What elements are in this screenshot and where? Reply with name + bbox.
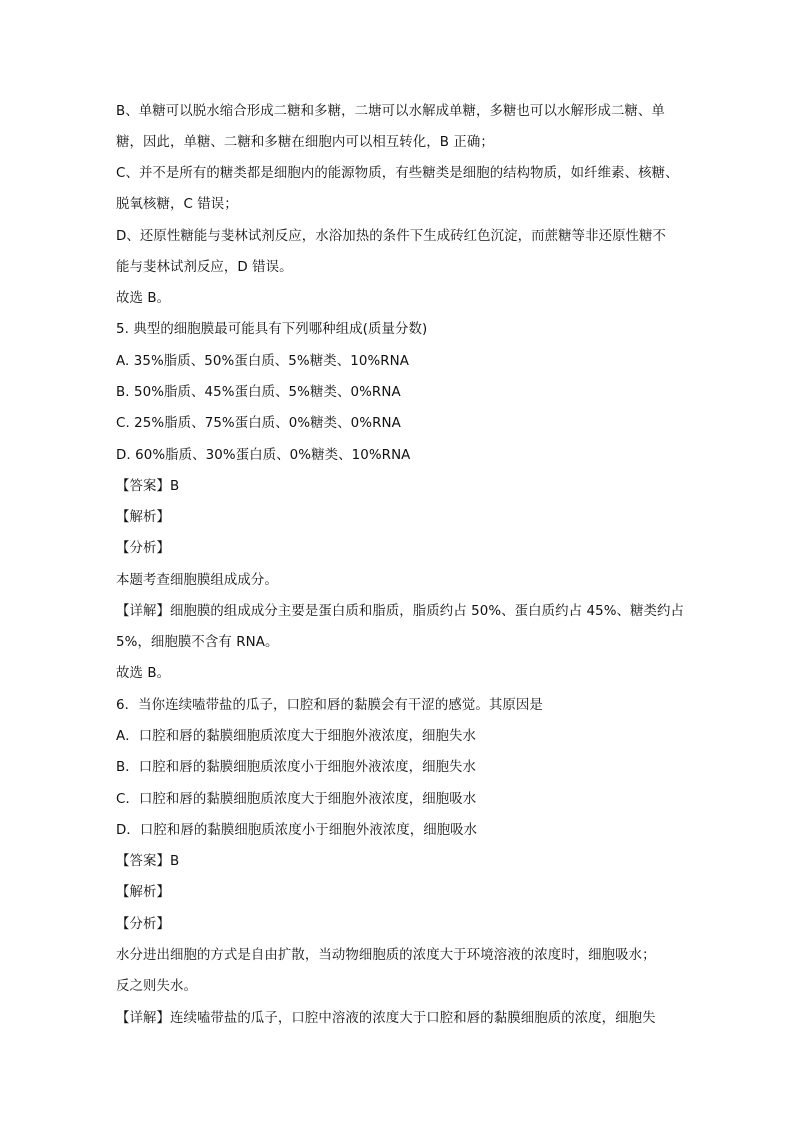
q6-analysis-text: 水分进出细胞的方式是自由扩散，当动物细胞质的浓度大于环境溶液的浓度时，细胞吸水；	[116, 948, 656, 963]
q6-detail: 【详解】连续嗑带盐的瓜子，口腔中溶液的浓度大于口腔和唇的黏膜细胞质的浓度，细胞失	[116, 1011, 656, 1026]
q6-option-d: D．口腔和唇的黏膜细胞质浓度小于细胞外液浓度，细胞吸水	[116, 823, 478, 838]
q6-analysis-text-cont: 反之则失水。	[116, 979, 197, 994]
answer-choice-q5: 故选 B。	[116, 666, 171, 681]
option-d-explanation-cont: 能与斐林试剂反应，D 错误。	[116, 260, 293, 275]
q6-option-c: C．口腔和唇的黏膜细胞质浓度大于细胞外液浓度，细胞吸水	[116, 792, 477, 807]
question-6: 6．当你连续嗑带盐的瓜子，口腔和唇的黏膜会有干涩的感觉。其原因是	[116, 698, 543, 713]
option-d-explanation: D、还原性糖能与斐林试剂反应，水浴加热的条件下生成砖红色沉淀，而蔗糖等非还原性糖不	[116, 229, 667, 244]
q6-option-b: B．口腔和唇的黏膜细胞质浓度小于细胞外液浓度，细胞失水	[116, 760, 477, 775]
question-5: 5. 典型的细胞膜最可能具有下列哪种组成(质量分数)	[116, 322, 428, 337]
option-c-explanation-cont: 脱氧核糖，C 错误；	[116, 197, 238, 212]
q6-answer: 【答案】B	[116, 854, 180, 869]
q5-detail: 【详解】细胞膜的组成成分主要是蛋白质和脂质，脂质约占 50%、蛋白质约占 45%、糖类约占	[116, 604, 684, 619]
option-b-explanation-cont: 糖，因此，单糖、二糖和多糖在细胞内可以相互转化，B 正确；	[116, 135, 494, 150]
q5-option-a: A. 35%脂质、50%蛋白质、5%糖类、10%RNA	[116, 354, 410, 369]
q5-answer: 【答案】B	[116, 479, 180, 494]
q5-option-c: C. 25%脂质、75%蛋白质、0%糖类、0%RNA	[116, 416, 401, 431]
q6-option-a: A．口腔和唇的黏膜细胞质浓度大于细胞外液浓度，细胞失水	[116, 729, 477, 744]
option-b-explanation: B、单糖可以脱水缩合形成二糖和多糖，二塘可以水解成单糖，多糖也可以水解形成二糖、单	[116, 104, 665, 119]
q6-fenxi-heading: 【分析】	[116, 917, 170, 932]
answer-choice-q4: 故选 B。	[116, 291, 171, 306]
q5-detail-cont: 5%，细胞膜不含有 RNA。	[116, 635, 279, 650]
q5-option-d: D. 60%脂质、30%蛋白质、0%糖类、10%RNA	[116, 448, 411, 463]
option-c-explanation: C、并不是所有的糖类都是细胞内的能源物质，有些糖类是细胞的结构物质，如纤维素、核糖、	[116, 166, 679, 181]
q6-analysis-heading: 【解析】	[116, 885, 170, 900]
q5-fenxi-heading: 【分析】	[116, 541, 170, 556]
q5-analysis-heading: 【解析】	[116, 510, 170, 525]
q5-analysis-text: 本题考查细胞膜组成成分。	[116, 573, 278, 588]
q5-option-b: B. 50%脂质、45%蛋白质、5%糖类、0%RNA	[116, 385, 401, 400]
